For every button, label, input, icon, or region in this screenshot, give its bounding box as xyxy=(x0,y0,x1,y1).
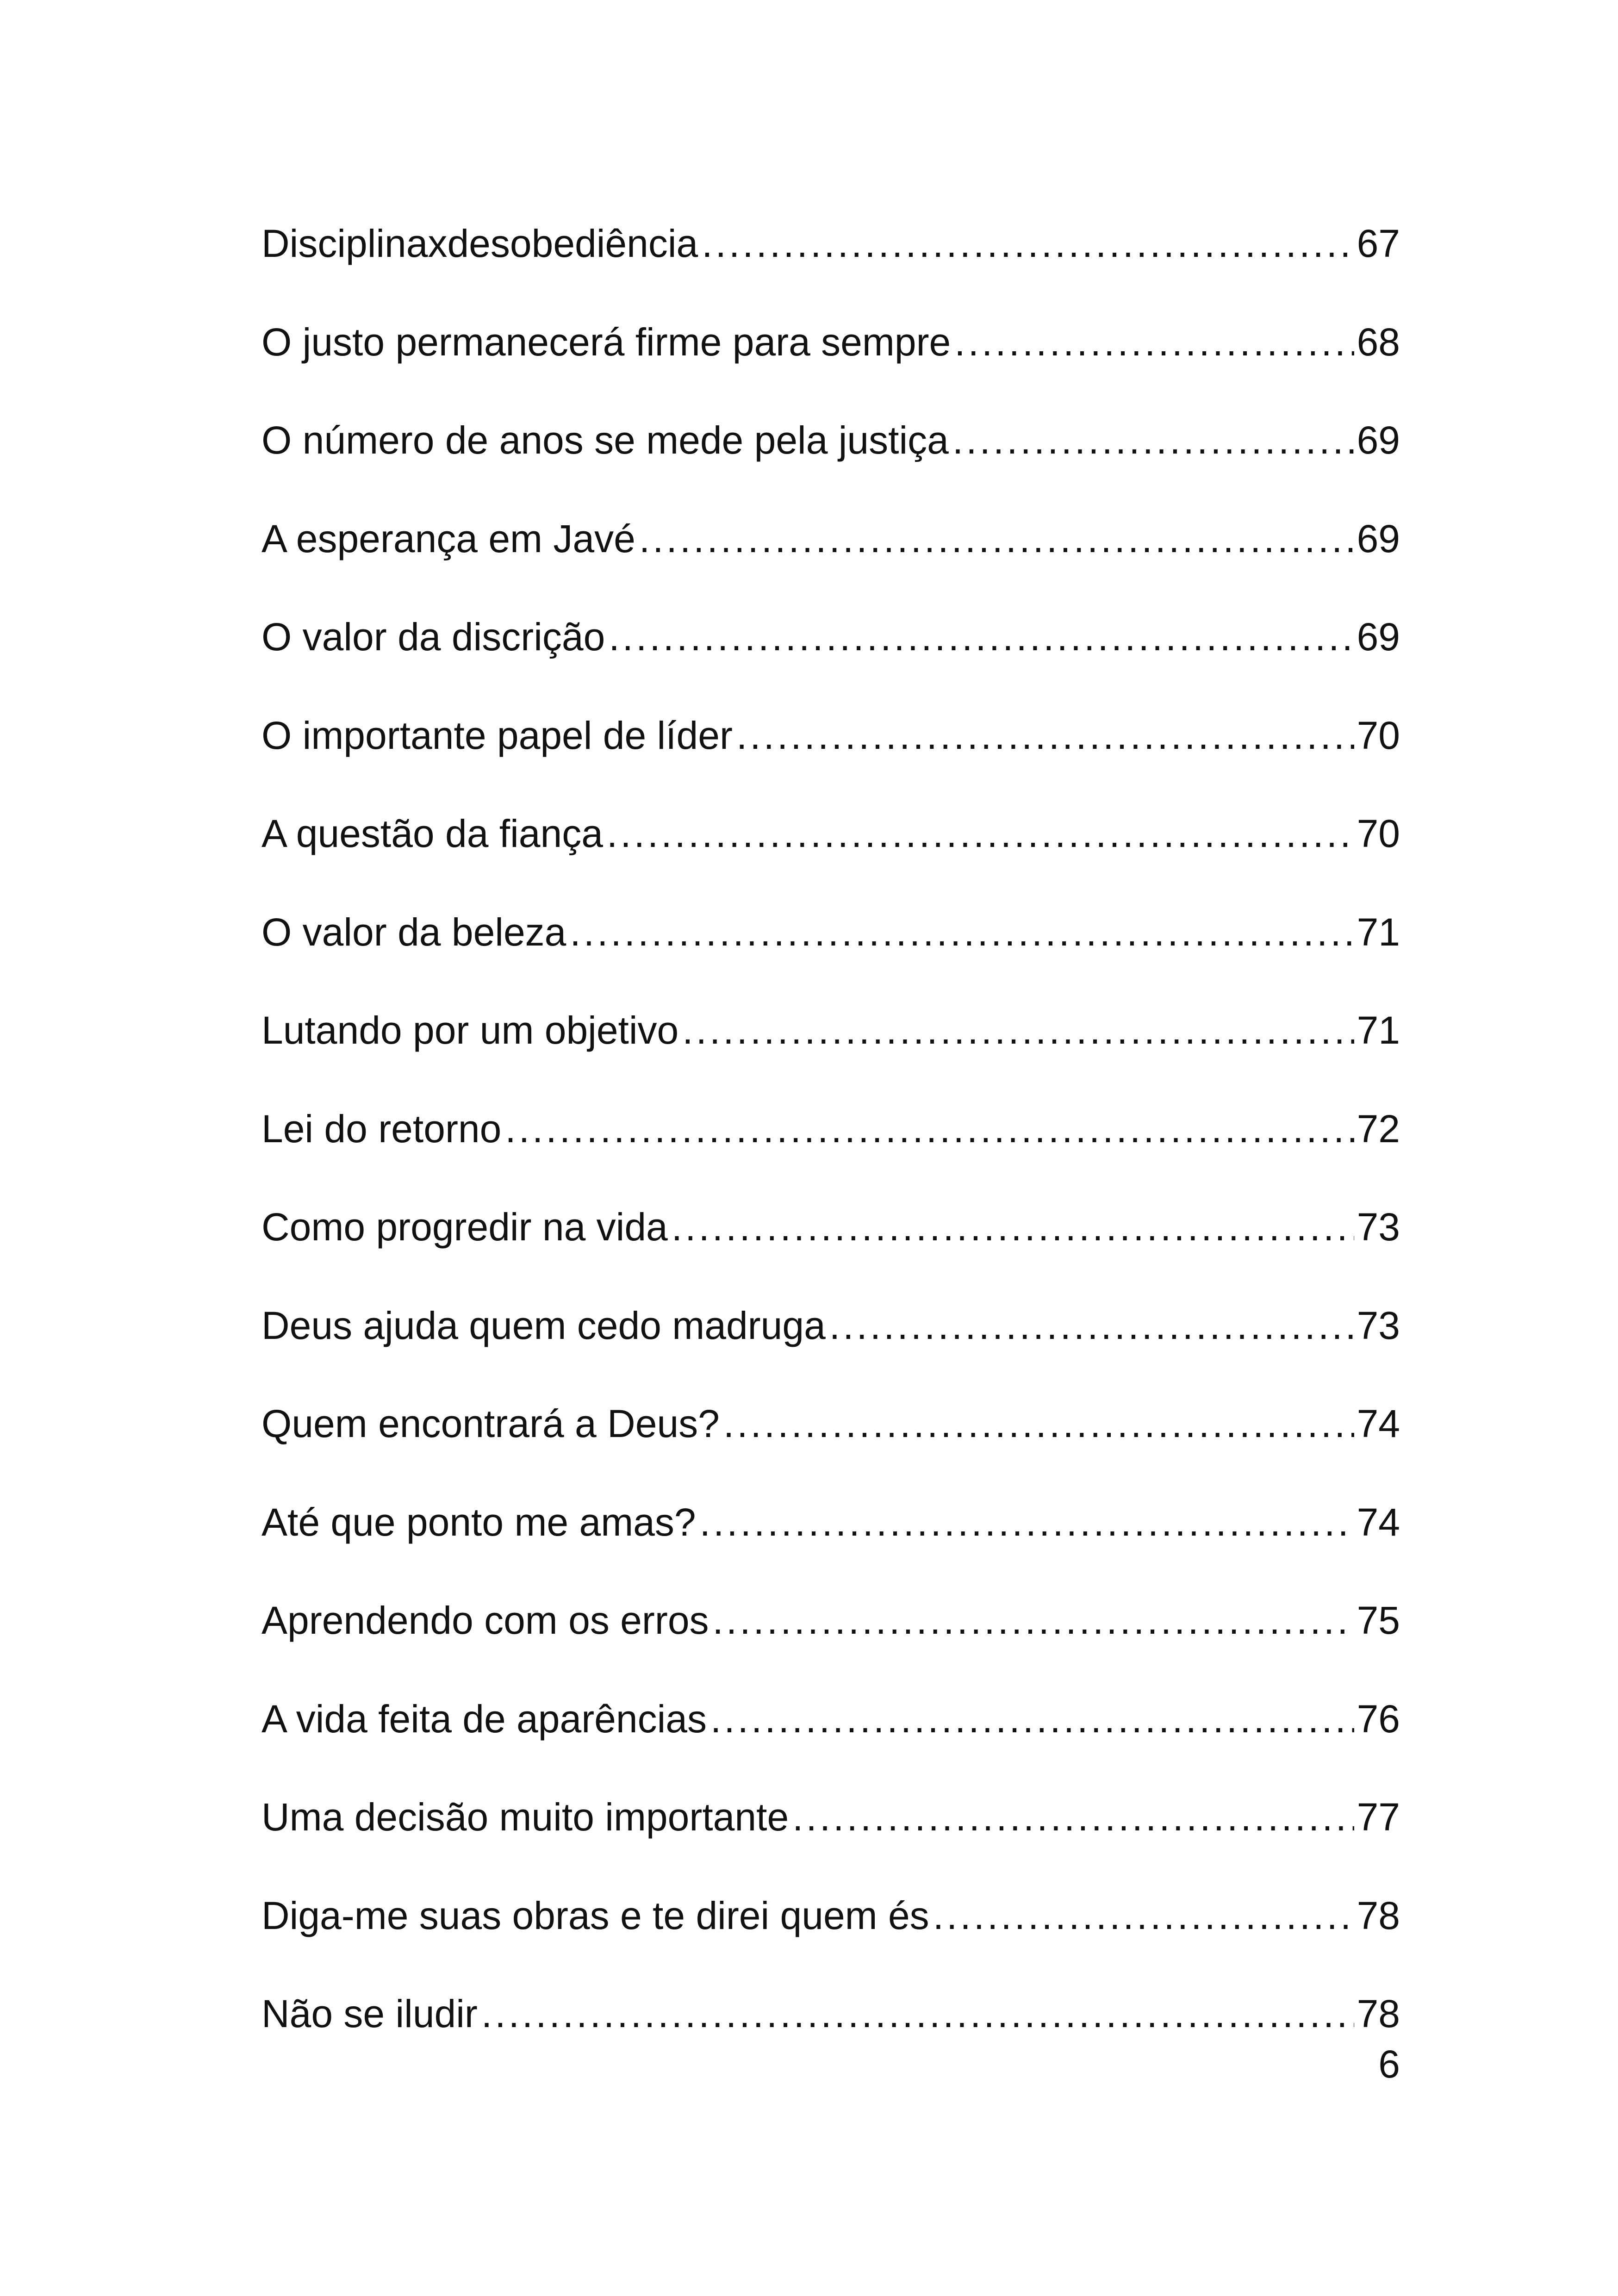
toc-entry-page: 71 xyxy=(1357,910,1400,954)
toc-entry-page: 78 xyxy=(1357,1992,1400,2035)
toc-entry xyxy=(261,1965,1400,2063)
toc-entry-page: 70 xyxy=(1357,713,1400,757)
toc-entry-page: 68 xyxy=(1357,320,1400,364)
table-of-contents xyxy=(261,194,1400,2063)
toc-entry-page: 74 xyxy=(1357,1402,1400,1445)
toc-entry-page: 69 xyxy=(1357,615,1400,659)
toc-dot-leader xyxy=(933,1867,1354,1965)
toc-dot-leader xyxy=(713,1571,1354,1670)
toc-dot-leader xyxy=(481,1965,1354,2063)
toc-entry-title: O valor da discrição xyxy=(261,615,605,659)
toc-dot-leader xyxy=(639,490,1354,588)
toc-dot-leader xyxy=(682,981,1354,1080)
toc-entry-page: 75 xyxy=(1357,1599,1400,1642)
toc-entry-title: O importante papel de líder xyxy=(261,713,733,757)
toc-entry xyxy=(261,1276,1400,1375)
toc-entry xyxy=(261,1867,1400,1965)
toc-entry-title: O valor da beleza xyxy=(261,910,566,954)
toc-entry-title: A esperança em Javé xyxy=(261,516,635,560)
toc-entry-title: Lutando por um objetivo xyxy=(261,1008,679,1052)
toc-entry xyxy=(261,1375,1400,1473)
toc-entry-page: 72 xyxy=(1357,1107,1400,1151)
toc-entry xyxy=(261,1080,1400,1178)
toc-entry-title: Até que ponto me amas? xyxy=(261,1500,696,1544)
toc-entry-title: O número de anos se mede pela justiça xyxy=(261,418,949,462)
toc-dot-leader xyxy=(952,391,1354,490)
toc-entry-page: 71 xyxy=(1357,1008,1400,1052)
toc-entry xyxy=(261,981,1400,1080)
toc-entry-title: Diga-me suas obras e te direi quem és xyxy=(261,1893,929,1937)
toc-dot-leader xyxy=(702,194,1354,293)
toc-entry xyxy=(261,1571,1400,1670)
toc-entry xyxy=(261,1670,1400,1768)
toc-entry xyxy=(261,1178,1400,1276)
toc-dot-leader xyxy=(723,1375,1354,1473)
toc-dot-leader xyxy=(672,1178,1354,1276)
toc-entry-title: Não se iludir xyxy=(261,1992,478,2035)
toc-entry xyxy=(261,391,1400,490)
toc-entry xyxy=(261,784,1400,883)
toc-entry-title: Quem encontrará a Deus? xyxy=(261,1402,720,1445)
toc-dot-leader xyxy=(700,1473,1354,1572)
toc-entry xyxy=(261,1473,1400,1572)
toc-dot-leader xyxy=(736,686,1354,785)
toc-dot-leader xyxy=(954,293,1354,392)
toc-entry-page: 69 xyxy=(1357,418,1400,462)
toc-entry xyxy=(261,293,1400,392)
toc-dot-leader xyxy=(829,1276,1354,1375)
toc-dot-leader xyxy=(570,883,1354,982)
toc-entry-title: Deus ajuda quem cedo madruga xyxy=(261,1303,826,1347)
toc-entry xyxy=(261,1768,1400,1867)
toc-entry-title: Como progredir na vida xyxy=(261,1205,668,1249)
toc-entry-title: O justo permanecerá firme para sempre xyxy=(261,320,951,364)
toc-entry-title: A vida feita de aparências xyxy=(261,1697,707,1741)
page-number: 6 xyxy=(1378,2042,1400,2086)
toc-entry-page: 78 xyxy=(1357,1893,1400,1937)
toc-entry-page: 70 xyxy=(1357,812,1400,855)
toc-entry-page: 73 xyxy=(1357,1205,1400,1249)
toc-dot-leader xyxy=(607,784,1354,883)
toc-entry-page: 76 xyxy=(1357,1697,1400,1741)
toc-dot-leader xyxy=(792,1768,1354,1867)
toc-entry xyxy=(261,588,1400,686)
toc-entry-page: 69 xyxy=(1357,516,1400,560)
toc-entry-page: 74 xyxy=(1357,1500,1400,1544)
toc-entry xyxy=(261,883,1400,982)
toc-entry xyxy=(261,686,1400,785)
toc-entry xyxy=(261,490,1400,588)
toc-entry-page: 77 xyxy=(1357,1795,1400,1839)
toc-entry-title: Disciplinaxdesobediência xyxy=(261,222,698,265)
toc-entry-title: A questão da fiança xyxy=(261,812,603,855)
toc-entry-title: Uma decisão muito importante xyxy=(261,1795,789,1839)
toc-entry xyxy=(261,194,1400,293)
toc-dot-leader xyxy=(505,1080,1354,1178)
toc-entry-page: 67 xyxy=(1357,222,1400,265)
toc-entry-title: Aprendendo com os erros xyxy=(261,1599,709,1642)
toc-entry-page: 73 xyxy=(1357,1303,1400,1347)
toc-dot-leader xyxy=(609,588,1354,686)
toc-dot-leader xyxy=(710,1670,1354,1768)
toc-entry-title: Lei do retorno xyxy=(261,1107,502,1151)
